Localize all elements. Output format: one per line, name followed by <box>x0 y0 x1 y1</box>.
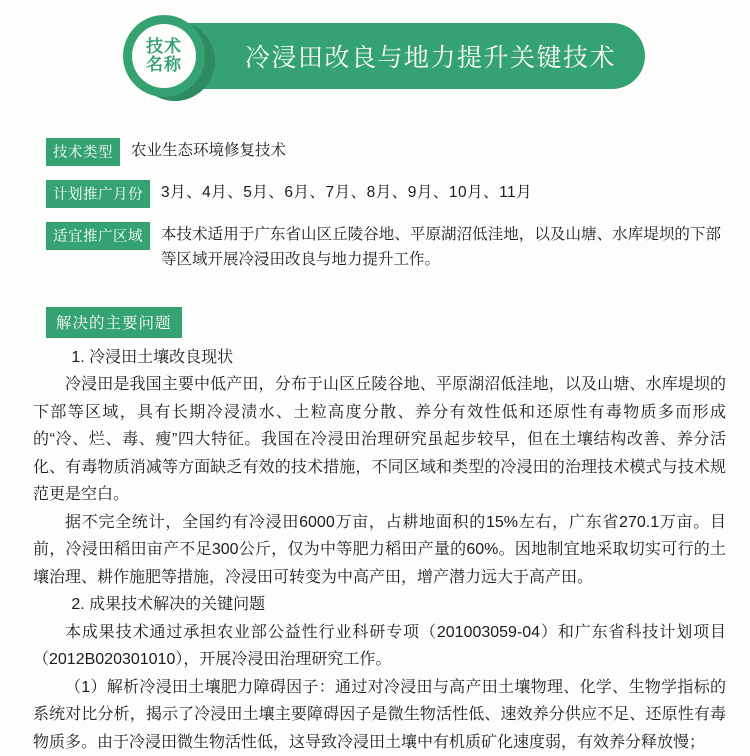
document-header <box>0 0 750 112</box>
badge-inner-circle <box>132 24 196 88</box>
paragraph-research-projects: 本成果技术通过承担农业部公益性行业科研专项（201003059-04）和广东省科技计划项目（2012B020301010），开展冷浸田治理研究工作。 <box>33 623 726 669</box>
paragraph-cold-waterlogged-field-overview: 冷浸田是我国主要中低产田，分布于山区丘陵谷地、平原湖沼低洼地，以及山塘、水库堤坝的下部等区域，具有长期冷浸渍水、土粒高度分散、养分有效性低和还原性有毒物质多而形成的“冷、烂、毒、瘦”四大特征。我国在冷浸田治理研究虽起步较早，但在土壤结构改善、养分活化、有毒物质消减等方面缺乏有效的技术措施，不同区域和类型的冷浸田的治理技术模式与技术规范更是空白。 <box>33 376 726 504</box>
meta-value-promotion-months: 3月、4月、5月、6月、7月、8月、9月、10月、11月 <box>161 184 533 201</box>
meta-row-suitable-region <box>46 222 750 273</box>
meta-tag-promotion-months: 计划推广月份 <box>46 180 150 208</box>
meta-value-technology-type: 农业生态环境修复技术 <box>131 142 287 159</box>
badge-label-line2: 名称 <box>146 55 182 74</box>
page-title: 冷浸田改良与地力提升关键技术 <box>245 44 617 72</box>
title-pill <box>150 23 645 89</box>
meta-tag-technology-type: 技术类型 <box>46 138 120 166</box>
meta-value-suitable-region: 本技术适用于广东省山区丘陵谷地、平原湖沼低洼地，以及山塘、水库堤坝的下部等区域开展冷浸田改良与地力提升工作。 <box>161 226 721 268</box>
meta-row-technology-type <box>46 138 750 166</box>
paragraph-fertility-barrier-factors: （1）解析冷浸田土壤肥力障碍因子：通过对冷浸田与高产田土壤物理、化学、生物学指标的系统对比分析，揭示了冷浸田土壤主要障碍因子是微生物活性低、速效养分供应不足、还原性有毒物质多。由于冷浸田微生物活性低，这导致冷浸田土壤中有机质矿化速度弱，有效养分释放慢； <box>33 678 726 751</box>
subheading-current-status: 1. 冷浸田土壤改良现状 <box>71 348 234 366</box>
meta-row-promotion-months <box>46 180 750 208</box>
meta-tag-suitable-region: 适宜推广区域 <box>46 222 150 250</box>
technology-name-badge <box>123 15 205 97</box>
badge-label-line1: 技术 <box>146 36 182 56</box>
subheading-key-problems: 2. 成果技术解决的关键问题 <box>71 596 266 614</box>
section-heading-main-problems: 解决的主要问题 <box>46 307 182 338</box>
meta-list <box>0 138 750 273</box>
body-content <box>0 344 750 756</box>
paragraph-statistics: 据不完全统计，全国约有冷浸田6000万亩，占耕地面积的15%左右，广东省270.1万亩。目前，冷浸田稻田亩产不足300公斤，仅为中等肥力稻田产量的60%。因地制宜地采取切实可行的土壤治理、耕作施肥等措施，冷浸田可转变为中高产田，增产潜力远大于高产田。 <box>33 513 726 586</box>
